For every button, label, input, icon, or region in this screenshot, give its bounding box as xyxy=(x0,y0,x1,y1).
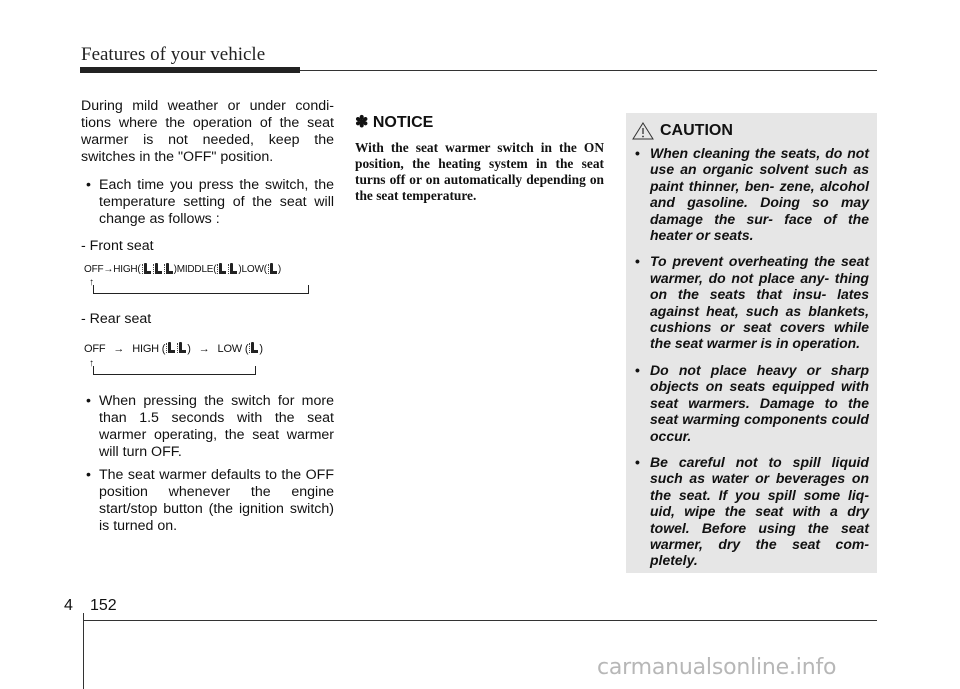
seat-heat-icon xyxy=(228,263,237,276)
rear-loop-line xyxy=(89,358,256,375)
seat-heat-icon xyxy=(268,263,277,276)
seat-heat-icon xyxy=(153,263,162,276)
left-column-lower xyxy=(81,393,334,535)
caution-item: • When cleaning the seats, do not use an organic solvent such as paint thinner, ben- zene, alcohol and gasoline. Doing so may damage the sur- face of the heater or seats. xyxy=(634,145,869,243)
rear-off-text: OFF xyxy=(84,342,106,355)
caution-item: • Do not place heavy or sharp objects on seats equipped with seat warmers. Damage to the seat warming components could occur. xyxy=(634,362,869,444)
rear-high-text: HIGH ( xyxy=(132,342,166,355)
page-header-title: Features of your vehicle xyxy=(81,44,266,65)
warning-triangle-icon xyxy=(632,122,654,140)
caution-title: CAUTION xyxy=(660,122,733,139)
page-number: 152 xyxy=(90,597,117,614)
seat-heat-icon xyxy=(177,342,186,355)
caution-heading xyxy=(632,122,733,140)
front-low-text: )LOW( xyxy=(238,264,267,275)
header-thin-rule xyxy=(300,70,877,71)
seat-heat-icon xyxy=(166,342,175,355)
rear-seat-sequence xyxy=(84,342,263,355)
notice-title: ✽ NOTICE xyxy=(355,114,434,131)
footer-vertical-rule xyxy=(83,613,84,689)
arrow-right-icon: → xyxy=(198,342,210,355)
seat-heat-icon xyxy=(142,263,151,276)
caution-item: • To prevent overheating the seat warmer, do not place any- thing on the seats that insu- lates against heat, such as blankets, cushions or seat covers while the seat warmer is in operation. xyxy=(634,253,869,351)
front-middle-text: )MIDDLE( xyxy=(173,264,217,275)
rear-close-text: ) xyxy=(259,342,263,355)
seat-heat-icon xyxy=(249,342,258,355)
arrow-right-icon: → xyxy=(113,342,125,355)
intro-paragraph: During mild weather or under condi- tions where the operation of the seat warmer is not needed, keep the switches in the "OFF" position. xyxy=(81,98,334,165)
front-close-text: ) xyxy=(277,264,281,275)
front-seat-label: - Front seat xyxy=(81,238,154,254)
chapter-number: 4 xyxy=(64,597,73,614)
front-loop-line xyxy=(89,277,309,294)
notice-body: With the seat warmer switch in the ON position, the heating system in the seat turns off or on automatically depending on the seat temperature. xyxy=(355,140,604,203)
rear-low-text: LOW ( xyxy=(217,342,249,355)
front-seat-sequence xyxy=(84,263,281,276)
front-off-text: OFF xyxy=(84,264,104,275)
footer-rule xyxy=(83,620,877,621)
bullet-long-press: • When pressing the switch for more than 1.5 seconds with the seat warmer operating, the seat warmer will turn OFF. xyxy=(81,393,334,461)
arrow-up-icon: ↑ xyxy=(89,358,94,369)
bullet-switch-press: • Each time you press the switch, the temperature setting of the seat will change as follows : xyxy=(81,177,334,228)
bullet-default-off: • The seat warmer defaults to the OFF position whenever the engine start/stop button (the ignition switch) is turned on. xyxy=(81,467,334,535)
rear-seat-label: - Rear seat xyxy=(81,311,152,327)
arrow-up-icon: ↑ xyxy=(89,277,94,288)
seat-heat-icon xyxy=(164,263,173,276)
left-column xyxy=(81,98,334,255)
arrow-right-icon: → xyxy=(103,264,114,275)
watermark-text: carmanualsonline.info xyxy=(597,655,837,680)
front-high-text: HIGH( xyxy=(113,264,141,275)
header-thick-rule xyxy=(80,67,300,73)
caution-list xyxy=(634,145,869,579)
rear-close-text: ) xyxy=(187,342,191,355)
seat-heat-icon xyxy=(217,263,226,276)
caution-item: • Be careful not to spill liquid such as water or beverages on the seat. If you spill some liq- uid, wipe the seat with a dry towel. Before using the seat warmer, dry the seat com- pletely. xyxy=(634,454,869,569)
